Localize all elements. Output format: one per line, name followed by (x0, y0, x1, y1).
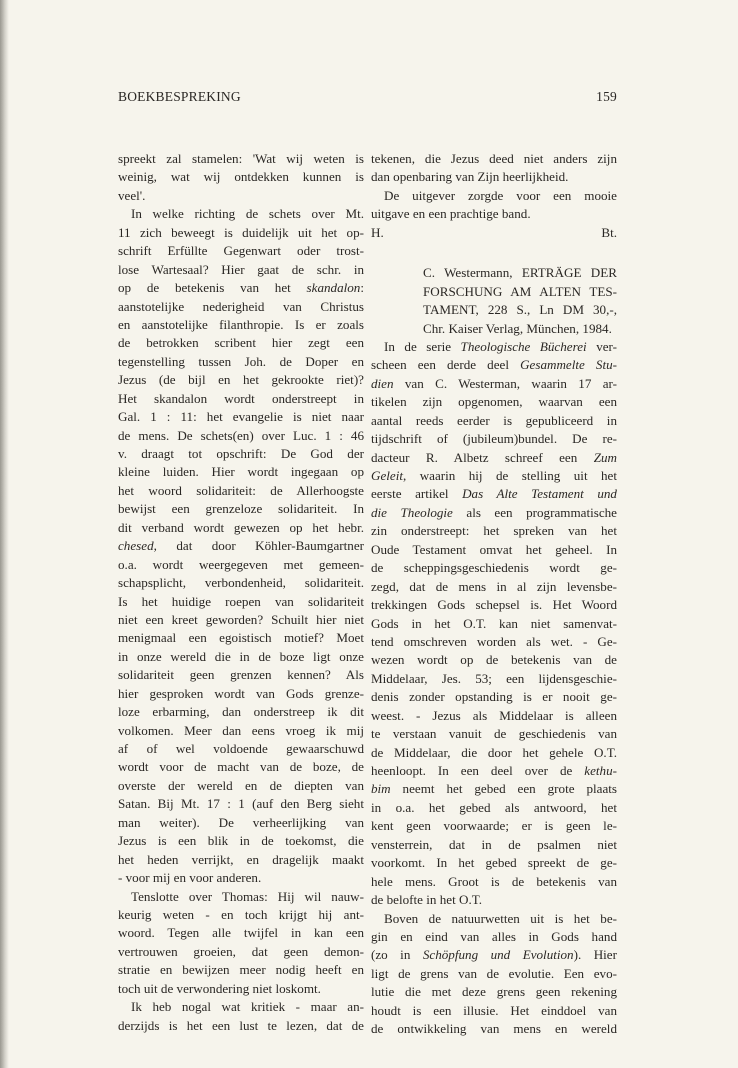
text-segment: zegd, dat de mens in al zijn levensbe- (371, 578, 617, 594)
text-segment: spreekt zal stamelen: 'Wat wij weten is (118, 151, 364, 166)
text-segment: vertrouwen groeien, dat geen demon- (118, 943, 364, 959)
text-segment: In welke richting de schets over Mt. (131, 206, 364, 222)
text-line (371, 707, 617, 725)
text-line (118, 205, 364, 223)
text-segment: : (360, 280, 364, 296)
review-heading-line (371, 264, 617, 282)
text-segment: Satan. Bij Mt. 17 : 1 (auf den Berg sieht (118, 796, 364, 812)
text-segment: trekkingen Gods schepsel is. Het Woord (371, 597, 617, 613)
italic-text: bim (371, 781, 391, 797)
text-line (118, 629, 364, 647)
text-segment: Chr. Kaiser Verlag, München, 1984. (423, 320, 612, 336)
text-line (371, 375, 617, 393)
text-line (118, 390, 364, 408)
text-line (371, 873, 617, 891)
text-line (118, 334, 364, 352)
text-line (118, 427, 364, 445)
text-line (118, 371, 364, 389)
text-segment: dat door Köhler-Baumgartner (156, 538, 364, 554)
text-segment: de ontwikkeling van mens en wereld (371, 1021, 617, 1037)
text-segment: loze erbarming, dan onderstreep ik dit (118, 704, 364, 720)
text-line (371, 504, 617, 522)
text-segment: tegenstelling tussen Joh. de Doper en (118, 353, 364, 369)
text-segment: het heden verrijkt, en dragelijk maakt (118, 851, 364, 867)
text-line (371, 187, 617, 205)
text-line (371, 928, 617, 946)
text-segment: FORSCHUNG AM ALTEN TES- (423, 283, 617, 299)
text-line (371, 615, 617, 633)
text-line (118, 648, 364, 666)
text-segment: het woord solidariteit: de Allerhoogste (118, 482, 364, 498)
text-segment: hier gesproken wordt van Gods grenze- (118, 685, 364, 701)
italic-text: Gesammelte Stu- (520, 357, 617, 373)
text-line (118, 906, 364, 924)
text-line (371, 836, 617, 854)
text-segment: , waarin hij de stelling uit het (403, 468, 617, 483)
text-segment: Middelaar, Jes. 53; een lijdensgeschie- (371, 670, 617, 686)
text-line (371, 891, 617, 909)
text-line (118, 150, 364, 168)
text-line (371, 965, 617, 983)
text-line (118, 832, 364, 850)
text-segment: o.a. wordt weergegeven met gemeen- (118, 556, 364, 572)
text-line (118, 851, 364, 869)
text-segment: TAMENT, 228 S., Ln DM 30,-, (423, 302, 617, 318)
text-segment: uitgave en een prachtige band. (371, 206, 531, 222)
italic-text: skandalon (306, 280, 361, 296)
text-segment: de Middelaar, die door het gehele O.T. (371, 744, 617, 760)
text-segment: de betrokken scribent hier zegt een (118, 335, 364, 351)
text-segment: - voor mij en voor anderen. (118, 870, 262, 886)
italic-text: Geleit (371, 468, 403, 483)
text-segment: De uitgever zorgde voor een mooie (384, 187, 617, 203)
text-segment: volkomen. Meer dan eens vroeg ik mij (118, 722, 364, 738)
text-segment: van C. Westerman, waarin 17 ar- (393, 375, 617, 391)
text-segment: lose Wartesaal? Hier gaat de schr. in (118, 261, 364, 277)
text-line (118, 961, 364, 979)
text-segment: hele mens. Groot is de betekenis van (371, 873, 617, 889)
text-segment: woord. Tegen alle twijfel in kan een (118, 925, 364, 941)
text-segment: derzijds is het een lust te lezen, dat de (118, 1017, 364, 1033)
text-line (371, 633, 617, 651)
text-segment: scheen een derde deel (371, 357, 521, 373)
text-segment: houdt is een illusie. Het einddoel van (371, 1002, 617, 1018)
text-segment: ligt de grens van de evolutie. Een evo- (371, 965, 617, 981)
text-line (371, 854, 617, 872)
text-segment: H. (371, 224, 384, 240)
text-line (118, 924, 364, 942)
text-line (371, 522, 617, 540)
text-segment: weest. - Jezus als Middelaar is alleen (371, 707, 617, 723)
text-line (371, 780, 617, 798)
text-line (371, 150, 617, 168)
text-segment: heenloopt. In een deel over de (371, 763, 585, 778)
text-segment: wezen wordt op de betekenis van de (371, 652, 617, 668)
text-segment: stratie en bewijzen meer nodig heeft en (118, 962, 364, 978)
text-segment: de mens. De schets(en) over Luc. 1 : 46 (118, 427, 364, 443)
text-line (118, 574, 364, 592)
text-line (371, 651, 617, 669)
text-line (371, 983, 617, 1001)
text-line (118, 500, 364, 518)
italic-text: die Theologie (371, 504, 453, 520)
text-line (118, 242, 364, 260)
text-segment: overste der wereld en de diepten van (118, 777, 364, 793)
text-line (371, 205, 617, 223)
text-segment: Jezus is een blik in de toekomst, die (118, 833, 364, 849)
text-segment: tend omschreven worden als wet. - Ge- (371, 633, 617, 649)
text-segment: (zo in (371, 947, 423, 963)
text-line (118, 316, 364, 334)
italic-text: Zum (593, 449, 617, 465)
text-line (118, 1017, 364, 1035)
text-line (371, 688, 617, 706)
text-segment: dit verband wordt gewezen op het hebr. (118, 519, 364, 535)
text-segment: toch uit de verwondering niet loskomt. (118, 980, 321, 996)
text-line (118, 980, 364, 998)
text-segment: veel'. (118, 187, 146, 203)
text-line (118, 353, 364, 371)
text-segment: Bt. (601, 224, 617, 240)
italic-text: Das Alte Testament und (462, 486, 617, 502)
scan-edge (0, 0, 9, 1068)
text-line (118, 943, 364, 961)
text-segment: kleine luiden. Hier wordt ingegaan op (118, 464, 364, 480)
text-line (118, 703, 364, 721)
italic-text: kethu- (584, 763, 617, 778)
text-segment: Oude Testament omvat het geheel. In (371, 541, 617, 557)
text-line (118, 168, 364, 186)
italic-text: chesed, (118, 538, 157, 554)
text-line (118, 869, 364, 887)
text-line (371, 1002, 617, 1020)
text-line (118, 445, 364, 463)
text-line (371, 817, 617, 835)
text-segment: Boven de natuurwetten uit is het be- (384, 910, 617, 926)
text-segment: aantal reeds eerder is gepubliceerd in (371, 412, 617, 428)
text-segment: dan openbaring van Zijn heerlijkheid. (371, 169, 569, 185)
text-line (371, 449, 617, 467)
text-line (371, 485, 617, 503)
text-line (371, 725, 617, 743)
italic-text: Schöpfung und Evolution (422, 947, 574, 963)
text-line (118, 298, 364, 316)
text-segment: zin onderstreept: het spreken van het (371, 523, 617, 539)
running-head: BOEKBESPREKING (118, 89, 241, 104)
text-line (371, 559, 617, 577)
text-segment: als een programmatische (452, 504, 617, 520)
text-line (118, 537, 364, 555)
text-segment: Tenslotte over Thomas: Hij wil nauw- (131, 888, 364, 904)
text-segment: Ik heb nogal wat kritiek - maar an- (131, 999, 364, 1015)
text-line (118, 814, 364, 832)
text-segment: wordt voor de macht van de boze, de (118, 759, 364, 775)
text-line (371, 799, 617, 817)
text-segment: denis zonder opstanding is er nooit ge- (371, 689, 617, 705)
text-line (371, 467, 617, 485)
text-segment: ). Hier (573, 947, 617, 963)
text-line (371, 596, 617, 614)
text-line (118, 556, 364, 574)
text-line (118, 187, 364, 205)
text-line (118, 279, 364, 297)
text-segment: te verstaan vanuit de geschiedenis van (371, 726, 617, 742)
text-segment: tikelen zijn opgenomen, waarvan een (371, 394, 617, 410)
text-segment: v. draagt tot opschrift: De God der (118, 446, 364, 461)
text-line (118, 777, 364, 795)
signature-line (371, 224, 617, 242)
text-segment: menigmaal een egoistisch motief? Moet (118, 630, 364, 646)
text-segment: 11 zich beweegt is duidelijk uit het op- (118, 224, 364, 240)
text-line (118, 722, 364, 740)
text-segment: schrift Erfüllte Gegenwart oder trost- (118, 243, 364, 259)
right-column (371, 150, 617, 1039)
text-segment: Gods in het O.T. kan niet samenvat- (371, 615, 617, 631)
text-segment: Jezus (de bijl en het gekrookte riet)? (118, 372, 364, 388)
text-segment: C. Westermann, ERTRÄGE DER (423, 265, 617, 281)
text-segment: dacteur R. Albetz schreef een (371, 449, 594, 465)
left-column (118, 150, 364, 1035)
text-line (371, 541, 617, 559)
text-segment: eerste artikel (371, 486, 463, 502)
review-heading-line (371, 301, 617, 319)
review-heading-line (371, 283, 617, 301)
text-segment: lutie die met deze grens geen rekening (371, 984, 617, 1000)
text-line (371, 946, 617, 964)
text-line (118, 611, 364, 629)
text-line (371, 356, 617, 374)
text-segment: in o.a. het gebed als antwoord, het (371, 799, 617, 815)
text-segment: vensterrein, dat in de psalmen niet (371, 836, 617, 852)
page-number: 159 (596, 89, 617, 104)
text-line (118, 998, 364, 1016)
text-segment: weinig, wat wij ontdekken kunnen is (118, 169, 364, 185)
text-segment: aanstotelijke nederigheid van Christus (118, 298, 364, 314)
text-line (118, 740, 364, 758)
text-line (371, 744, 617, 762)
review-heading-line (371, 320, 617, 338)
text-segment: Het skandalon wordt onderstreept in (118, 390, 364, 406)
text-line (371, 670, 617, 688)
text-segment: in onze wereld die in de boze ligt onze (118, 648, 364, 664)
text-line (371, 1020, 617, 1038)
text-segment: schapsplicht, verbondenheid, solidariteit. (118, 575, 364, 591)
italic-text: Theologische Bücherei (460, 338, 587, 354)
text-segment: en aanstotelijke filanthropie. Is er zoals (118, 316, 364, 332)
text-segment: In de serie (384, 338, 461, 354)
text-line (118, 795, 364, 813)
text-line (118, 463, 364, 481)
text-line (118, 758, 364, 776)
text-line (371, 168, 617, 186)
text-line (118, 224, 364, 242)
text-line (371, 338, 617, 356)
text-line (118, 593, 364, 611)
text-line (118, 666, 364, 684)
text-line (371, 430, 617, 448)
text-segment: Gal. 1 : 11: het evangelie is niet naar (118, 409, 364, 425)
text-segment: man weiter). De verheerlijking van (118, 814, 364, 830)
text-segment: kent geen voorwaarde; er is geen le- (371, 818, 617, 834)
text-line (371, 393, 617, 411)
text-segment: tekenen, die Jezus deed niet anders zijn (371, 151, 617, 166)
text-segment: op de betekenis van het (118, 280, 307, 296)
text-segment: bewijst een grenzeloze solidariteit. In (118, 501, 364, 517)
text-segment: tijdschrift of (jubileum)bundel. De re- (371, 431, 617, 447)
text-segment: solidariteit geen grenzen kennen? Als (118, 667, 364, 683)
italic-text: dien (371, 375, 394, 391)
text-line (118, 261, 364, 279)
text-line (371, 412, 617, 430)
text-line (118, 519, 364, 537)
text-segment: de belofte in het O.T. (371, 892, 483, 908)
text-segment: niet een kreet geworden? Schuilt hier niet (118, 611, 364, 627)
text-segment: neemt het gebed een grote plaats (390, 781, 617, 797)
text-line (118, 685, 364, 703)
text-segment: de scheppingsgeschiedenis wordt ge- (371, 560, 617, 576)
text-line (371, 578, 617, 596)
text-segment: af of wel voldoende gewaarschuwd (118, 741, 364, 756)
text-line (118, 482, 364, 500)
text-segment: keurig weten - en toch krijgt hij ant- (118, 906, 364, 922)
text-segment: ver- (586, 338, 618, 354)
text-line (371, 762, 617, 780)
text-line (118, 888, 364, 906)
text-line (118, 408, 364, 426)
text-segment: Is het huidige roepen van solidariteit (118, 593, 364, 609)
text-segment: gin en eind van alles in Gods hand (371, 928, 617, 944)
text-line (371, 910, 617, 928)
text-segment: voorkomt. In het gebed spreekt de ge- (371, 855, 617, 871)
